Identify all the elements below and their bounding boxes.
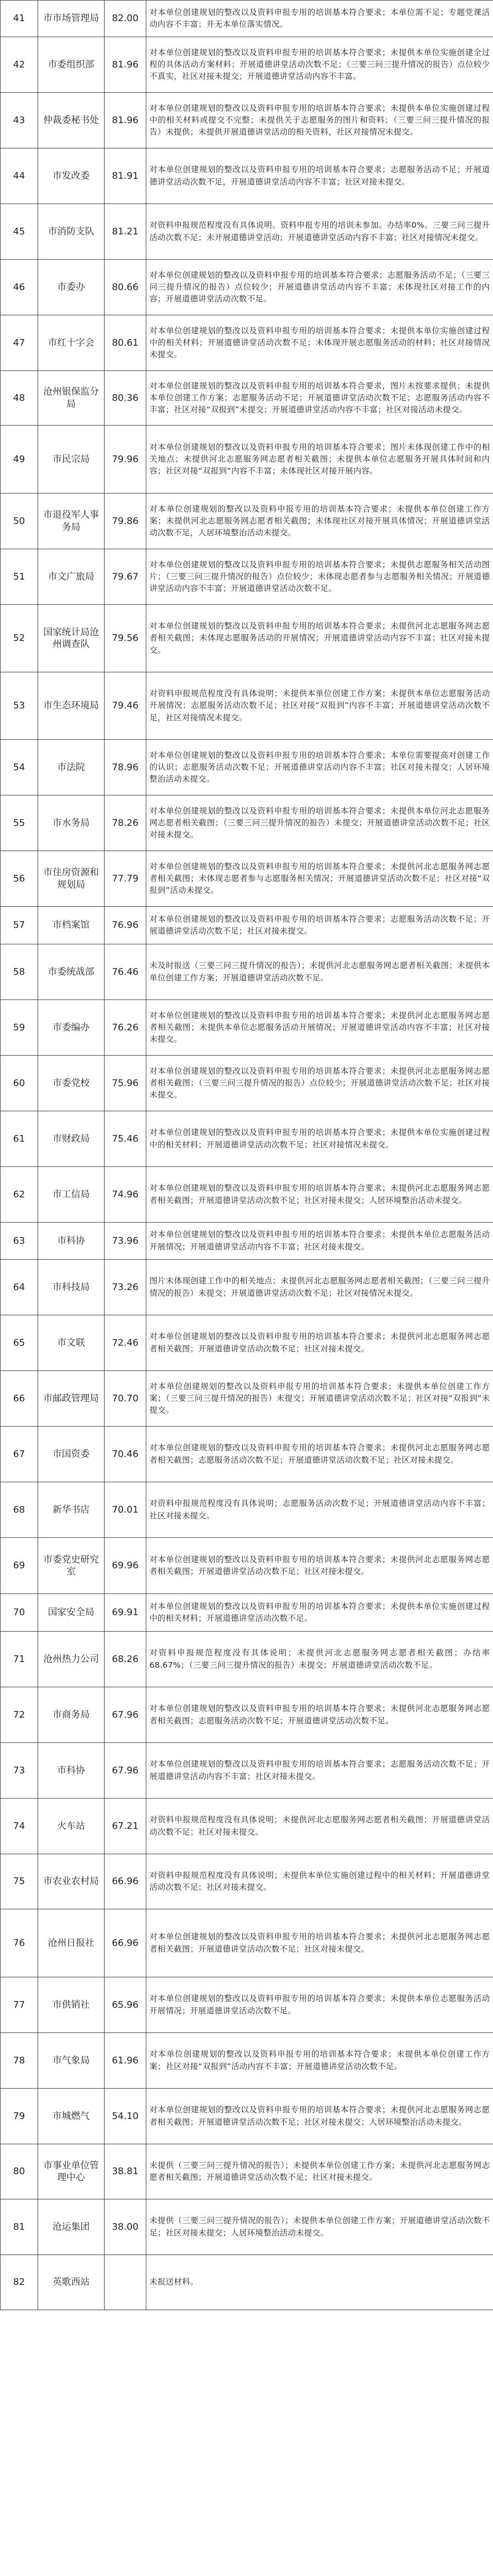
score-value: 61.96 bbox=[105, 2033, 146, 2089]
remark-text: 对本单位创建规划的整改以及资料申报专用的培训基本符合要求；本单位需要提高对创建工作的认识；志愿服务活动次数不足；开展道德讲堂活动内容不丰富；社区对接未提交；人居环境整治活动未提交。 bbox=[146, 740, 493, 795]
unit-name: 沧州热力公司 bbox=[38, 1632, 105, 1687]
remark-text: 对本单位创建规划的整改以及资料申报专用的培训基本符合要求；未提供河北志愿服务网志愿者相关截图；志愿服务活动次数不足；开展道德讲堂活动次数不足。 bbox=[146, 1687, 493, 1743]
score-value: 81.96 bbox=[105, 93, 146, 148]
score-value: 38.81 bbox=[105, 2144, 146, 2199]
unit-name: 市委办 bbox=[38, 260, 105, 315]
remark-text: 对本单位创建规划的整改以及资料申报专用的培训基本符合要求；未提供本单位创建工作方案；未提供河北志愿服务网志愿者相关截图；未体现社区对接开展具体情况；开展道德讲堂活动次数不足，人居环境整治活动未提交。 bbox=[146, 494, 493, 549]
remark-text: 对本单位创建规划的整改以及资料申报专用的培训基本符合要求；未提供河北志愿服务网志愿者相关截图；开展道德讲堂活动次数不足；社区对接未提交。 bbox=[146, 1538, 493, 1594]
table-row bbox=[1, 315, 493, 371]
table-row bbox=[1, 2255, 493, 2310]
table-row bbox=[1, 1632, 493, 1687]
remark-text: 对本单位创建规划的整改以及资料申报专用的培训基本符合要求；未提供河北志愿服务网志愿者相关截图；志愿服务活动次数不足；开展道德讲堂活动次数不足；社区对接未提交。 bbox=[146, 1427, 493, 1482]
score-value: 78.96 bbox=[105, 740, 146, 795]
row-index: 70 bbox=[1, 1594, 38, 1632]
unit-name: 市住房资源和规划局 bbox=[38, 851, 105, 907]
remark-text: 对本单位创建规划的整改以及资料申报专用的培训基本符合要求；志愿服务活动次数不足；开展道德讲堂活动内容不丰富；社区对接未提交。 bbox=[146, 1743, 493, 1799]
table-row bbox=[1, 672, 493, 740]
row-index: 50 bbox=[1, 494, 38, 549]
score-value: 67.96 bbox=[105, 1687, 146, 1743]
remark-text: 对本单位创建规划的整改以及资料申报专用的培训基本符合要求，图片未按要求提供；未提供本单位创建工作方案；志愿服务活动不足；开展道德讲堂活动次数不足；志愿服务活动内容不丰富；社区对接“双报到”未提交；开展道德讲堂活动内容不丰富；社区对接活动未提交。 bbox=[146, 371, 493, 426]
row-index: 58 bbox=[1, 944, 38, 1000]
remark-text: 对本单位创建规划的整改以及资料申报专用的培训基本符合要求；志愿服务活动不足；（三要三问三提升情况的报告）点位较少；开展道德讲堂活动内容不丰富；未体现社区对接工作的内容；开展道德讲堂活动次数不足。 bbox=[146, 260, 493, 315]
row-index: 57 bbox=[1, 907, 38, 944]
unit-name: 国家安全局 bbox=[38, 1594, 105, 1632]
row-index: 49 bbox=[1, 426, 38, 494]
row-index: 80 bbox=[1, 2144, 38, 2199]
score-value: 38.00 bbox=[105, 2199, 146, 2255]
score-value: 79.46 bbox=[105, 672, 146, 740]
row-index: 79 bbox=[1, 2089, 38, 2144]
unit-name: 市供销社 bbox=[38, 1977, 105, 2033]
table-row bbox=[1, 1909, 493, 1977]
table-row bbox=[1, 1799, 493, 1854]
unit-name: 仲裁委秘书处 bbox=[38, 93, 105, 148]
remark-text: 对本单位创建规划的整改以及资料申报专用的培训基本符合要求；未提供本单位志愿服务活动开展情况；开展道德讲堂活动次数不足。 bbox=[146, 1977, 493, 2033]
unit-name: 市工信局 bbox=[38, 1167, 105, 1223]
remark-text: 对本单位创建规划的整改以及资料申报专用的培训基本符合要求；未提供河北志愿服务网志愿者相关截图；开展道德讲堂活动次数不足；社区对接未提交；人居环境整治活动未提交。 bbox=[146, 2089, 493, 2144]
row-index: 74 bbox=[1, 1799, 38, 1854]
row-index: 63 bbox=[1, 1223, 38, 1260]
score-value: 78.26 bbox=[105, 795, 146, 851]
score-value: 74.96 bbox=[105, 1167, 146, 1223]
table-row bbox=[1, 371, 493, 426]
table-row bbox=[1, 1111, 493, 1167]
remark-text: 对本单位创建规划的整改以及资料申报专用的培训基本符合要求；未提供河北志愿服务网志愿者相关截图；（三要三问三提升情况的报告）点位较少；开展道德讲堂活动次数不足；社区对接未提交。 bbox=[146, 1056, 493, 1111]
table-row bbox=[1, 2144, 493, 2199]
unit-name: 市事业单位管理中心 bbox=[38, 2144, 105, 2199]
score-value: 79.86 bbox=[105, 494, 146, 549]
remark-text: 图片未体现创建工作中的相关地点；未提供河北志愿服务网志愿者相关截图；（三要三问三提升情况的报告）未提交；开展道德讲堂活动次数不足；社区对接情况未提交。 bbox=[146, 1260, 493, 1315]
unit-name: 市财政局 bbox=[38, 1111, 105, 1167]
row-index: 44 bbox=[1, 148, 38, 204]
remark-text: 对资料申报规范程度没有具体说明；未提供河北志愿服务网志愿者相关截图；开展道德讲堂活动次数不足；社区对接未提交。 bbox=[146, 1799, 493, 1854]
table-row bbox=[1, 1977, 493, 2033]
unit-name: 市委党史研究室 bbox=[38, 1538, 105, 1594]
row-index: 53 bbox=[1, 672, 38, 740]
score-value: 66.96 bbox=[105, 1854, 146, 1909]
unit-name: 新华书店 bbox=[38, 1482, 105, 1538]
table-row bbox=[1, 2033, 493, 2089]
table-row bbox=[1, 204, 493, 260]
row-index: 64 bbox=[1, 1260, 38, 1315]
row-index: 41 bbox=[1, 1, 38, 37]
row-index: 75 bbox=[1, 1854, 38, 1909]
row-index: 76 bbox=[1, 1909, 38, 1977]
row-index: 51 bbox=[1, 549, 38, 605]
row-index: 43 bbox=[1, 93, 38, 148]
score-value: 82.00 bbox=[105, 1, 146, 37]
score-value: 65.96 bbox=[105, 1977, 146, 2033]
remark-text: 对本单位创建规划的整改以及资料申报专用的培训基本符合要求；未提供本单位河北志愿服务网志愿者相关截图；（三要三问三提升情况的报告）未提交；开展道德讲堂活动次数不足；社区对接未提交。 bbox=[146, 795, 493, 851]
row-index: 46 bbox=[1, 260, 38, 315]
remark-text: 对本单位创建规划的整改以及资料申报专用的培训基本符合要求；未提供本单位创建工作方案；（三要三问三提升情况的报告）未提交；开展道德讲堂活动次数不足；社区对接“双报到”未提交。 bbox=[146, 1371, 493, 1427]
row-index: 62 bbox=[1, 1167, 38, 1223]
row-index: 47 bbox=[1, 315, 38, 371]
score-value: 70.01 bbox=[105, 1482, 146, 1538]
unit-name: 市科协 bbox=[38, 1743, 105, 1799]
table-row bbox=[1, 1743, 493, 1799]
unit-name: 市委统战部 bbox=[38, 944, 105, 1000]
table-row bbox=[1, 1223, 493, 1260]
remark-text: 对本单位创建规划的整改以及资料申报专用的培训基本符合要求；图片未体现创建工作中的相关地点；未提供河北志愿服务网志愿者相关截图；未提供本单位志愿服务开展具体时间和内容；社区对接“双报到”内容不丰富；未体现社区对接开展内容。 bbox=[146, 426, 493, 494]
unit-name: 沧运集团 bbox=[38, 2199, 105, 2255]
table-row bbox=[1, 1427, 493, 1482]
score-value bbox=[105, 2255, 146, 2310]
score-value: 80.61 bbox=[105, 315, 146, 371]
table-row bbox=[1, 1167, 493, 1223]
remark-text: 对资料申报规范程度没有具体说明；未提供本单位创建工作方案；未提供本单位志愿服务活动开展情况；志愿服务活动次数不足；社区对接“双报到”内容不丰富；开展道德讲堂活动次数不足，社区对接情况未提交。 bbox=[146, 672, 493, 740]
score-value: 73.26 bbox=[105, 1260, 146, 1315]
unit-name: 市科技局 bbox=[38, 1260, 105, 1315]
unit-name: 市生态环境局 bbox=[38, 672, 105, 740]
unit-name: 市消防支队 bbox=[38, 204, 105, 260]
score-value: 79.67 bbox=[105, 549, 146, 605]
table-row bbox=[1, 494, 493, 549]
row-index: 82 bbox=[1, 2255, 38, 2310]
unit-name: 市发改委 bbox=[38, 148, 105, 204]
score-value: 73.96 bbox=[105, 1223, 146, 1260]
score-value: 81.21 bbox=[105, 204, 146, 260]
remark-text: 对本单位创建规划的整改以及资料申报专用的培训基本符合要求；未提供河北志愿服务网志愿者相关截图；未体现志愿者参与志愿服务相关情况；开展道德讲堂活动次数不足；社区对接“双报到”活动未提交。 bbox=[146, 851, 493, 907]
table-row bbox=[1, 148, 493, 204]
score-value: 70.46 bbox=[105, 1427, 146, 1482]
table-row bbox=[1, 37, 493, 93]
table-row bbox=[1, 1, 493, 37]
table-row bbox=[1, 93, 493, 148]
score-value: 67.21 bbox=[105, 1799, 146, 1854]
table-row bbox=[1, 907, 493, 944]
remark-text: 未提供（三要三问三提升情况的报告）；未提供本单位创建工作方案；开展道德讲堂活动次数不足；社区对接未提交；人居环境整治活动未提交。 bbox=[146, 2199, 493, 2255]
row-index: 66 bbox=[1, 1371, 38, 1427]
score-value: 77.79 bbox=[105, 851, 146, 907]
remark-text: 未提供（三要三问三提升情况的报告）；未提供本单位创建工作方案；未提供河北志愿服务网志愿者相关截图；开展道德讲堂活动次数不足；社区对接未提交。 bbox=[146, 2144, 493, 2199]
unit-name: 市水务局 bbox=[38, 795, 105, 851]
table-row bbox=[1, 1687, 493, 1743]
row-index: 45 bbox=[1, 204, 38, 260]
remark-text: 对本单位创建规划的整改以及资料申报专用的培训基本符合要求；未提供志愿服务相关活动图片；（三要三问三提升情况的报告）点位较少；未体现志愿者参与志愿服务相关情况；开展道德讲堂活动内容不丰富；开展道德讲堂活动次数不足。 bbox=[146, 549, 493, 605]
remark-text: 对本单位创建规划的整改以及资料申报专用的培训基本符合要求；未提供本单位创建工作方案；社区对接“双报到”活动内容不丰富；开展道德讲堂活动次数不足。 bbox=[146, 2033, 493, 2089]
unit-name: 市市场管理局 bbox=[38, 1, 105, 37]
remark-text: 对本单位创建规划的整改以及资料申报专用的培训基本符合要求；未提供河北志愿服务网志愿者相关截图；未提供本单位志愿服务活动开展情况；开展道德讲堂活动内容不丰富；社区对接未提交。 bbox=[146, 1000, 493, 1056]
score-value: 54.10 bbox=[105, 2089, 146, 2144]
score-value: 72.46 bbox=[105, 1315, 146, 1371]
unit-name: 沧州日报社 bbox=[38, 1909, 105, 1977]
remark-text: 对本单位创建规划的整改以及资料申报专用的培训基本符合要求；本单位需不足；专题党课活动内容不丰富；并无本单位落实情况。 bbox=[146, 1, 493, 37]
score-value: 80.66 bbox=[105, 260, 146, 315]
table-row bbox=[1, 1594, 493, 1632]
row-index: 81 bbox=[1, 2199, 38, 2255]
row-index: 67 bbox=[1, 1427, 38, 1482]
unit-name: 市民宗局 bbox=[38, 426, 105, 494]
table-row bbox=[1, 1056, 493, 1111]
row-index: 77 bbox=[1, 1977, 38, 2033]
remark-text: 对本单位创建规划的整改以及资料申报专用的培训基本符合要求；未提供河北志愿服务网志愿者相关截图；开展道德讲堂活动次数不足；社区对接未提交；人居环境整治活动未提交。 bbox=[146, 1167, 493, 1223]
score-value: 68.26 bbox=[105, 1632, 146, 1687]
unit-name: 市法院 bbox=[38, 740, 105, 795]
score-value: 81.96 bbox=[105, 37, 146, 93]
remark-text: 对本单位创建规划的整改以及资料申报专用的培训基本符合要求；未提供本单位实施创建过程中的相关材料；开展道德讲堂活动次数不足；未体现开展志愿服务活动的材料；社区对接情况未提交。 bbox=[146, 315, 493, 371]
unit-name: 市委组织部 bbox=[38, 37, 105, 93]
assessment-table-body bbox=[1, 1, 493, 2310]
unit-name: 沧州银保监分局 bbox=[38, 371, 105, 426]
table-row bbox=[1, 1482, 493, 1538]
unit-name: 火车站 bbox=[38, 1799, 105, 1854]
unit-name: 市文联 bbox=[38, 1315, 105, 1371]
table-row bbox=[1, 605, 493, 672]
score-value: 76.26 bbox=[105, 1000, 146, 1056]
score-value: 69.91 bbox=[105, 1594, 146, 1632]
unit-name: 市委编办 bbox=[38, 1000, 105, 1056]
table-row bbox=[1, 795, 493, 851]
remark-text: 对本单位创建规划的整改以及资料申报专用的培训基本符合要求；未提供本单位志愿服务活动开展情况；开展道德讲堂活动内容不丰富；社区对接未提交。 bbox=[146, 1223, 493, 1260]
score-value: 70.70 bbox=[105, 1371, 146, 1427]
remark-text: 对本单位创建规划的整改以及资料申报专用的培训基本符合要求；未提供河北志愿服务网志愿者相关截图；开展道德讲堂活动次数不足；社区对接未提交。 bbox=[146, 1909, 493, 1977]
unit-name: 市退役军人事务局 bbox=[38, 494, 105, 549]
remark-text: 对资料申报规范程度没有具体说明；未提供本单位实施创建过程中的相关材料；开展道德讲堂活动次数不足；社区对接未提交。 bbox=[146, 1854, 493, 1909]
remark-text: 对资料申报规范程度没有具体说明；未提供河北志愿服务网志愿者相关截图；办结率68.67%；（三要三问三提升情况的报告）未提交；开展道德讲堂活动次数不足。 bbox=[146, 1632, 493, 1687]
remark-text: 对本单位创建规划的整改以及资料申报专用的培训基本符合要求；未提供河北志愿服务网志愿者相关截图；开展道德讲堂活动次数不足；社区对接未提交。 bbox=[146, 1315, 493, 1371]
row-index: 71 bbox=[1, 1632, 38, 1687]
score-value: 75.96 bbox=[105, 1056, 146, 1111]
row-index: 59 bbox=[1, 1000, 38, 1056]
row-index: 60 bbox=[1, 1056, 38, 1111]
score-value: 79.96 bbox=[105, 426, 146, 494]
row-index: 55 bbox=[1, 795, 38, 851]
unit-name: 市国资委 bbox=[38, 1427, 105, 1482]
table-row bbox=[1, 549, 493, 605]
row-index: 54 bbox=[1, 740, 38, 795]
remark-text: 对本单位创建规划的整改以及资料申报专用的培训基本符合要求；未提供本单位实施创建全过程的具体活动方案材料；开展道德讲堂活动次数不足；（三要三问三提升情况的报告）点位较少不真实，社区对接未提交；开展道德讲堂活动内容不丰富。 bbox=[146, 37, 493, 93]
score-value: 81.91 bbox=[105, 148, 146, 204]
row-index: 56 bbox=[1, 851, 38, 907]
unit-name: 市文广旅局 bbox=[38, 549, 105, 605]
unit-name: 国家统计局沧州调查队 bbox=[38, 605, 105, 672]
remark-text: 对本单位创建规划的整改以及资料申报专用的培训基本符合要求；未提供本单位实施创建过程中的相关材料或提交不完整；未提供关于志愿服务的图片和资料；（三要三问三提升情况的报告）未提供；未提供开展道德讲堂活动的相关资料，社区对接情况未提交。 bbox=[146, 93, 493, 148]
remark-text: 未及时报送（三要三问三提升情况的报告）；未提供河北志愿服务网志愿者相关截图；未提供本单位创建工作方案；开展道德讲堂活动次数不足。 bbox=[146, 944, 493, 1000]
score-value: 80.36 bbox=[105, 371, 146, 426]
unit-name: 市委党校 bbox=[38, 1056, 105, 1111]
table-row bbox=[1, 851, 493, 907]
score-value: 79.56 bbox=[105, 605, 146, 672]
row-index: 68 bbox=[1, 1482, 38, 1538]
unit-name: 市城燃气 bbox=[38, 2089, 105, 2144]
score-value: 75.46 bbox=[105, 1111, 146, 1167]
table-row bbox=[1, 1538, 493, 1594]
score-value: 67.96 bbox=[105, 1743, 146, 1799]
table-row bbox=[1, 2089, 493, 2144]
row-index: 69 bbox=[1, 1538, 38, 1594]
remark-text: 对本单位创建规划的整改以及资料申报专用的培训基本符合要求；志愿服务活动不足；开展道德讲堂活动次数不足，开展道德讲堂活动内容不丰富；社区对接未提交。 bbox=[146, 148, 493, 204]
row-index: 73 bbox=[1, 1743, 38, 1799]
unit-name: 市气象局 bbox=[38, 2033, 105, 2089]
row-index: 52 bbox=[1, 605, 38, 672]
table-row bbox=[1, 260, 493, 315]
remark-text: 对资料申报规范程度没有具体说明。资料申报专用的培训未参加。办结率0%。三要三问三提升活动次数不足；未开展道德讲堂活动；开展道德讲堂活动内容不丰富；社区对接情况未提交。 bbox=[146, 204, 493, 260]
row-index: 48 bbox=[1, 371, 38, 426]
remark-text: 对本单位创建规划的整改以及资料申报专用的培训基本符合要求；志愿服务活动次数不足；开展道德讲堂活动次数不足；社区对接未提交。 bbox=[146, 907, 493, 944]
unit-name: 市农业农村局 bbox=[38, 1854, 105, 1909]
unit-name: 市商务局 bbox=[38, 1687, 105, 1743]
table-row bbox=[1, 1371, 493, 1427]
score-value: 66.96 bbox=[105, 1909, 146, 1977]
unit-name: 市红十字会 bbox=[38, 315, 105, 371]
remark-text: 未报送材料。 bbox=[146, 2255, 493, 2310]
table-row bbox=[1, 1315, 493, 1371]
unit-name: 市档案馆 bbox=[38, 907, 105, 944]
table-row bbox=[1, 1854, 493, 1909]
unit-name: 英歌西站 bbox=[38, 2255, 105, 2310]
score-value: 76.46 bbox=[105, 944, 146, 1000]
table-row bbox=[1, 944, 493, 1000]
score-value: 76.96 bbox=[105, 907, 146, 944]
remark-text: 对本单位创建规划的整改以及资料申报专用的培训基本符合要求；未提供本单位实施创建过程中的相关材料；开展道德讲堂活动次数不足。 bbox=[146, 1594, 493, 1632]
row-index: 61 bbox=[1, 1111, 38, 1167]
row-index: 65 bbox=[1, 1315, 38, 1371]
table-row bbox=[1, 1260, 493, 1315]
unit-name: 市科协 bbox=[38, 1223, 105, 1260]
remark-text: 对本单位创建规划的整改以及资料申报专用的培训基本符合要求；未提供河北志愿服务网志愿者相关截图；未体现志愿服务活动的开展情况；开展道德讲堂活动内容不丰富；社区对接未提交。 bbox=[146, 605, 493, 672]
unit-name: 市邮政管理局 bbox=[38, 1371, 105, 1427]
table-row bbox=[1, 2199, 493, 2255]
remark-text: 对资料申报规范程度没有具体说明；志愿服务活动次数不足；开展道德讲堂活动内容不丰富；社区对接未提交。 bbox=[146, 1482, 493, 1538]
table-row bbox=[1, 1000, 493, 1056]
score-value: 69.96 bbox=[105, 1538, 146, 1594]
table-row bbox=[1, 426, 493, 494]
remark-text: 对本单位创建规划的整改以及资料申报专用的培训基本符合要求；未提供本单位实施创建过程中的相关材料；开展道德讲堂活动次数不足；社区对接情况未提交。 bbox=[146, 1111, 493, 1167]
row-index: 42 bbox=[1, 37, 38, 93]
table-row bbox=[1, 740, 493, 795]
row-index: 78 bbox=[1, 2033, 38, 2089]
row-index: 72 bbox=[1, 1687, 38, 1743]
